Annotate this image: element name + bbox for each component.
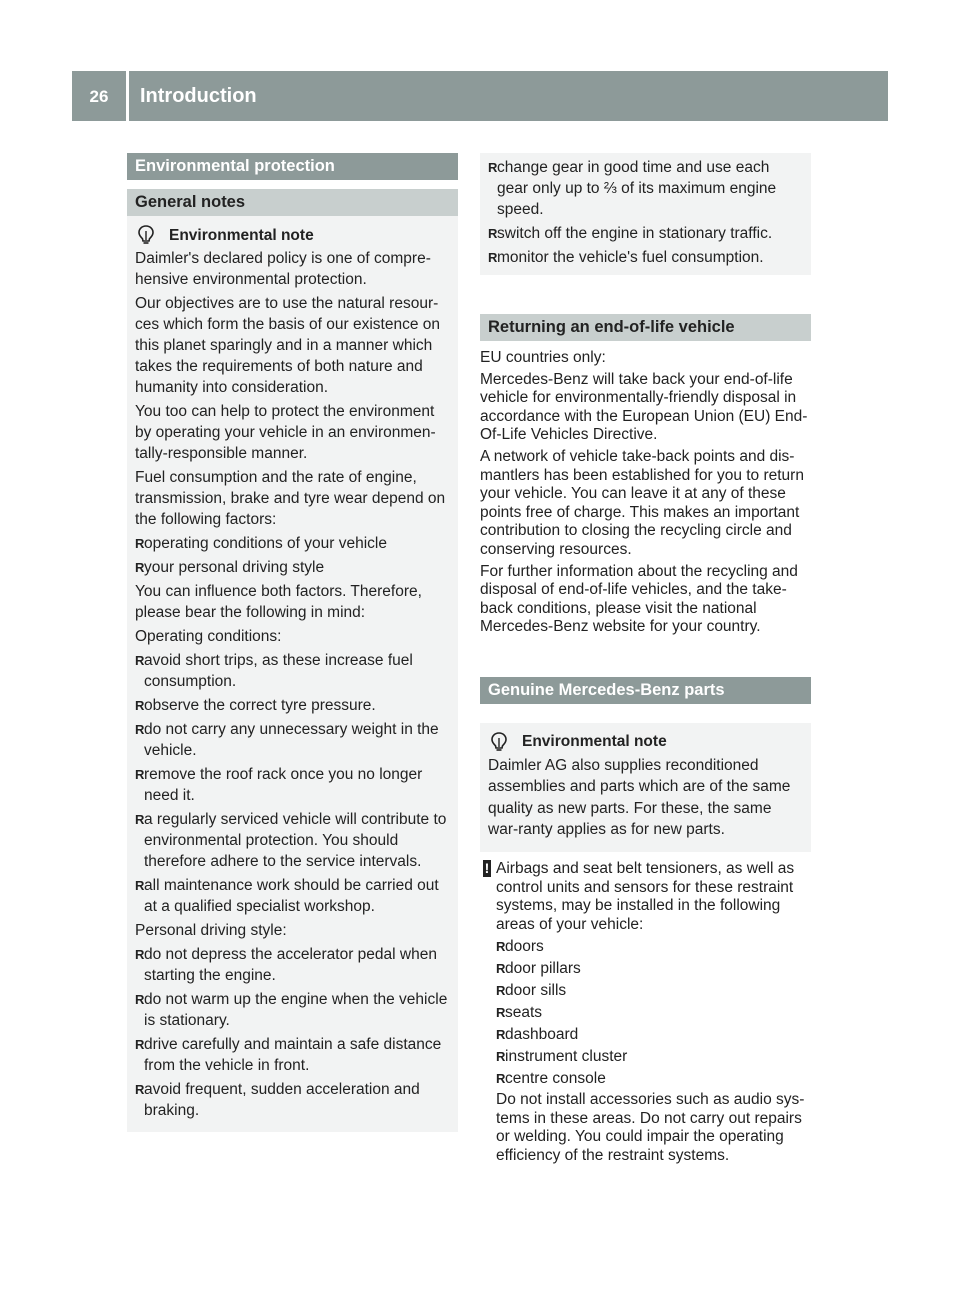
- bullet-marker: R: [135, 878, 145, 893]
- list-item: [135, 650, 450, 692]
- list-item: [135, 875, 450, 917]
- left-column: [127, 153, 458, 1132]
- paragraph: You too can help to protect the environment by operating your vehicle in an environmen-tally-responsible manner.: [135, 403, 436, 462]
- environmental-note-heading: [135, 224, 450, 246]
- bullet-text: switch off the engine in stationary traffic.: [497, 225, 773, 242]
- paragraph: Mercedes-Benz will take back your end-of-life vehicle for environmentally-friendly disposal in accordance with the European Union (EU) End-Of-Life Vehicles Directive.: [480, 370, 808, 444]
- bullet-marker: R: [135, 653, 145, 668]
- bullet-marker: R: [135, 1037, 145, 1052]
- paragraph: Operating conditions:: [135, 628, 282, 645]
- list-item: [488, 223, 803, 244]
- bullet-marker: R: [135, 1082, 145, 1097]
- list-item: [135, 1079, 450, 1121]
- warning-icon: !: [484, 859, 490, 876]
- paragraph: Fuel consumption and the rate of engine, transmission, brake and tyre wear depend on the following factors:: [135, 469, 446, 528]
- bullet-marker: R: [496, 1027, 506, 1043]
- lightbulb-icon: [488, 731, 510, 753]
- paragraph: Personal driving style:: [135, 922, 287, 939]
- bullet-text: do not warm up the engine when the vehicle is stationary.: [144, 991, 448, 1029]
- bullet-text: all maintenance work should be carried out at a qualified specialist workshop.: [144, 877, 439, 915]
- list-item: [135, 719, 450, 761]
- genuine-parts-note-panel: [480, 723, 811, 852]
- restraint-warning: [480, 860, 811, 1169]
- left-content: [135, 248, 450, 1121]
- bullet-text: dashboard: [505, 1026, 579, 1044]
- bullet-marker: R: [496, 961, 506, 977]
- bullet-marker: R: [496, 983, 506, 999]
- returning-vehicle-text: [480, 349, 811, 637]
- bullet-marker: R: [135, 812, 145, 827]
- bullet-text: monitor the vehicle's fuel consumption.: [497, 249, 764, 266]
- list-item: [488, 247, 803, 268]
- bullet-marker: R: [135, 698, 145, 713]
- area-item: [496, 1003, 811, 1022]
- paragraph: You can influence both factors. Therefore, please bear the following in mind:: [135, 583, 422, 621]
- list-item: [135, 809, 450, 872]
- warning-closing-text: Do not install accessories such as audio sys-tems in these areas. Do not carry out repairs or welding. You could impair the operating efficiency of the restraint systems.: [496, 1091, 805, 1165]
- bullet-marker: R: [135, 947, 145, 962]
- paragraph: For further information about the recycling and disposal of end-of-life vehicles, and the take-back conditions, please visit the national Mercedes-Benz website for your country.: [480, 562, 798, 636]
- bullet-text: operating conditions of your vehicle: [144, 535, 387, 552]
- bullet-text: centre console: [505, 1070, 606, 1088]
- area-item: [496, 1069, 811, 1088]
- bullet-text: observe the correct tyre pressure.: [144, 697, 376, 714]
- paragraph: EU countries only:: [480, 349, 606, 366]
- continued-bullets: [488, 157, 803, 268]
- area-item: [496, 937, 811, 956]
- lightbulb-icon: [135, 224, 157, 246]
- header-divider: [126, 71, 129, 121]
- list-item: [135, 944, 450, 986]
- page-number: 26: [89, 86, 109, 106]
- bullet-marker: R: [135, 536, 145, 551]
- bullet-marker: R: [135, 767, 145, 782]
- area-item: [496, 1025, 811, 1044]
- bullet-text: change gear in good time and use each gear only up to ⅔ of its maximum engine speed.: [497, 159, 777, 218]
- section-heading-environmental-protection: Environmental protection: [127, 153, 458, 180]
- bullet-text: seats: [505, 1004, 543, 1022]
- genuine-note-text: Daimler AG also supplies reconditioned assemblies and parts which are of the same quality as new parts. For these, the same war-ranty applies as for new parts.: [488, 756, 791, 839]
- list-item: [135, 533, 450, 554]
- subsection-heading-general-notes: General notes: [127, 189, 458, 216]
- bullet-marker: R: [496, 1005, 506, 1021]
- area-item: [496, 1047, 811, 1066]
- bullet-marker: R: [135, 992, 145, 1007]
- bullet-marker: R: [496, 939, 506, 955]
- bullet-text: avoid short trips, as these increase fuel consumption.: [144, 652, 413, 690]
- bullet-marker: R: [135, 560, 145, 575]
- bullet-marker: R: [488, 160, 498, 175]
- bullet-text: a regularly serviced vehicle will contribute to environmental protection. You should therefore adhere to the service intervals.: [144, 811, 447, 870]
- bullet-text: door sills: [505, 982, 567, 1000]
- bullet-text: your personal driving style: [144, 559, 325, 576]
- area-item: [496, 981, 811, 1000]
- section-heading-returning-vehicle: Returning an end-of-life vehicle: [480, 314, 811, 341]
- bullet-text: do not depress the accelerator pedal when starting the engine.: [144, 946, 437, 984]
- genuine-note-heading: [488, 731, 803, 753]
- list-item: [135, 1034, 450, 1076]
- bullet-text: doors: [505, 938, 544, 956]
- list-item: [135, 695, 450, 716]
- right-column: [480, 153, 811, 1169]
- list-item: [135, 764, 450, 806]
- bullet-marker: R: [488, 226, 498, 241]
- bullet-text: drive carefully and maintain a safe distance from the vehicle in front.: [144, 1036, 442, 1074]
- bullet-text: do not carry any unnecessary weight in the vehicle.: [144, 721, 439, 759]
- paragraph: A network of vehicle take-back points and dis-mantlers has been established for you to return your vehicle. You can leave it at any of these points free of charge. This makes an important contribution to closing the recycling circle and conserving resources.: [480, 447, 804, 558]
- bullet-marker: R: [135, 722, 145, 737]
- note-title: Environmental note: [169, 226, 314, 244]
- paragraph: Our objectives are to use the natural resour-ces which form the basis of our existence on this planet sparingly and in a manner which takes the requirements of both nature and humanity into consideration.: [135, 295, 440, 396]
- bullet-marker: R: [496, 1071, 506, 1087]
- list-item: [488, 157, 803, 220]
- bullet-text: remove the roof rack once you no longer need it.: [144, 766, 423, 804]
- page-header: [72, 71, 888, 121]
- continued-tips-panel: [480, 153, 811, 275]
- section-heading-genuine-parts: Genuine Mercedes-Benz parts: [480, 677, 811, 704]
- note-title: Environmental note: [522, 733, 667, 751]
- paragraph: Daimler's declared policy is one of compre-hensive environmental protection.: [135, 250, 431, 288]
- bullet-text: avoid frequent, sudden acceleration and braking.: [144, 1081, 420, 1119]
- environmental-note-panel: [127, 216, 458, 1132]
- bullet-text: instrument cluster: [505, 1048, 628, 1066]
- bullet-text: door pillars: [505, 960, 581, 978]
- bullet-marker: R: [496, 1049, 506, 1065]
- warning-text: Airbags and seat belt tensioners, as well as control units and sensors for these restraint systems, may be installed in the following areas of your vehicle:: [496, 859, 795, 933]
- area-item: [496, 959, 811, 978]
- list-item: [135, 989, 450, 1031]
- restraint-areas-list: [496, 937, 811, 1088]
- bullet-marker: R: [488, 250, 498, 265]
- chapter-title: Introduction: [140, 85, 257, 107]
- list-item: [135, 557, 450, 578]
